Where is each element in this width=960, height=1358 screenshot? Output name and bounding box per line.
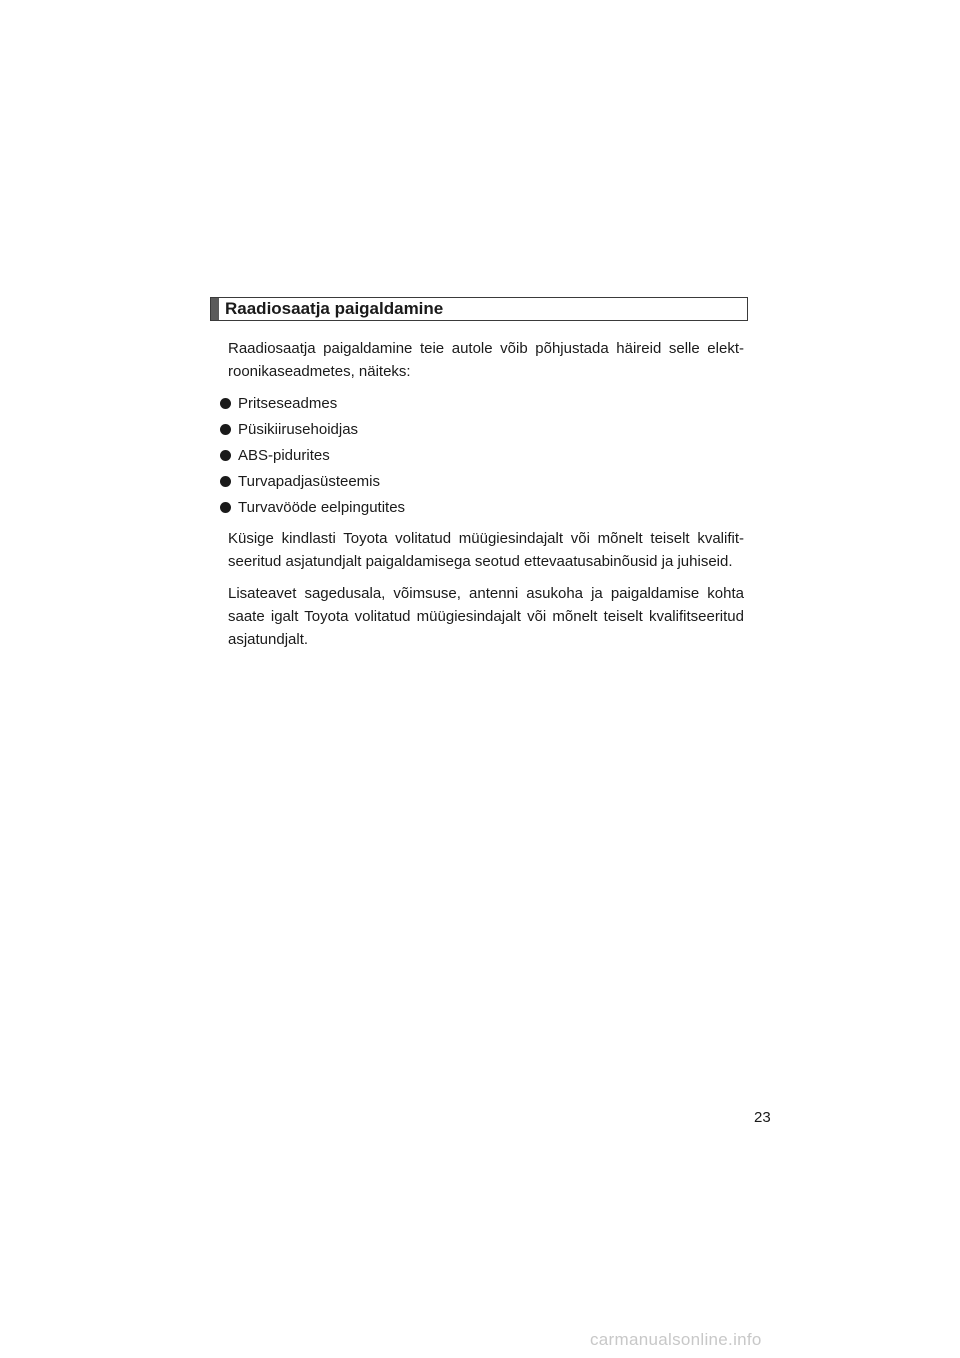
bullet-icon xyxy=(220,424,231,435)
section-header-bar xyxy=(211,298,219,320)
body-paragraph: Lisateavet sagedusala, võimsuse, antenni asukoha ja paigaldamise kohta saate igalt Toyota volitatud müügiesindajalt või mõnelt teiselt kvalifitseeritud asjatundjalt. xyxy=(228,585,744,648)
content xyxy=(228,337,744,651)
bullet-icon xyxy=(220,398,231,409)
bullet-icon xyxy=(220,450,231,461)
body-paragraph: Küsige kindlasti Toyota volitatud müügiesindajalt või mõnelt teiselt kvalifit-seeritud asjatundjalt paigaldamisega seotud ettevaatusabinõusid ja juhiseid. xyxy=(228,530,744,570)
list-item: Turvapadjasüsteemis xyxy=(222,470,744,493)
page-number: 23 xyxy=(754,1109,771,1126)
bullet-icon xyxy=(220,476,231,487)
watermark: carmanualsonline.info xyxy=(590,1330,762,1349)
section-header xyxy=(210,297,748,321)
list-item: Turvavööde eelpingutites xyxy=(222,496,744,519)
bullet-icon xyxy=(220,502,231,513)
section-title: Raadiosaatja paigaldamine xyxy=(225,299,444,318)
list-item: Püsikiirusehoidjas xyxy=(222,418,744,441)
bullet-list xyxy=(222,392,744,519)
list-item: ABS-pidurites xyxy=(222,444,744,467)
intro-paragraph: Raadiosaatja paigaldamine teie autole võib põhjustada häireid selle elekt-roonikaseadmetes, näiteks: xyxy=(228,340,744,380)
list-item: Pritseseadmes xyxy=(222,392,744,415)
